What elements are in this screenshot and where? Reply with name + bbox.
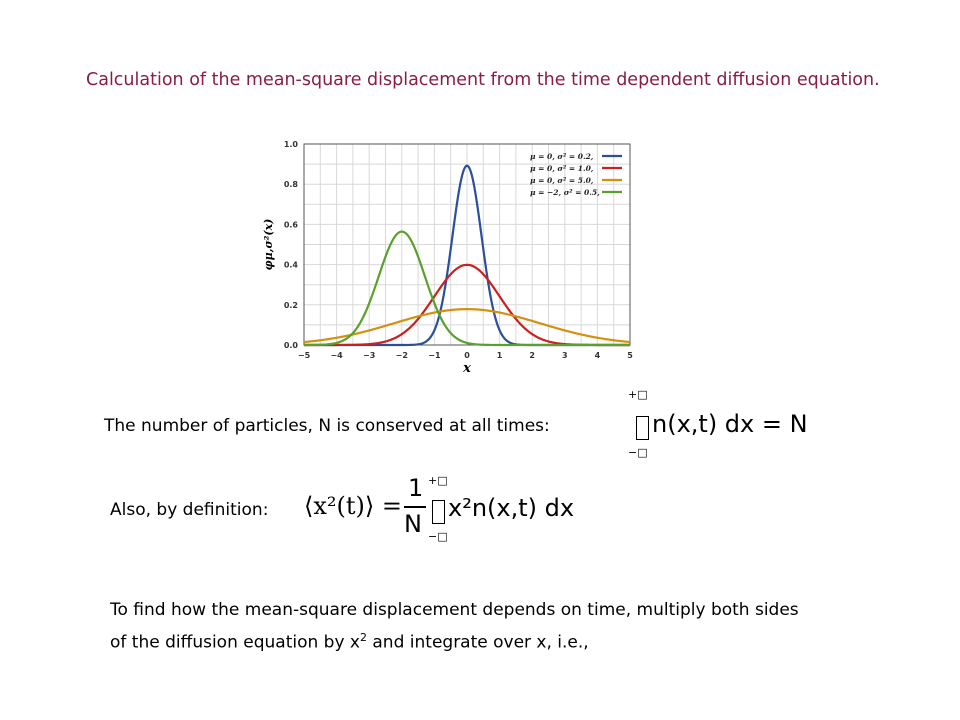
x-axis-label: x: [463, 361, 471, 376]
bottom-text-superscript: 2: [359, 631, 367, 644]
bottom-text-2b: and integrate over x, i.e.,: [366, 632, 589, 653]
y-tick-label: 0.6: [283, 220, 298, 230]
legend-entry-label: μ = 0, σ² = 5.0,: [530, 176, 594, 185]
eq2-fraction-denominator: N: [404, 510, 422, 538]
y-tick-label: 0.0: [283, 341, 298, 350]
chart-legend: [530, 152, 622, 197]
eq2-upper-limit: +□: [428, 474, 448, 487]
y-tick-label: 0.4: [283, 260, 298, 270]
bottom-text-2a: of the diffusion equation by x: [110, 632, 360, 653]
legend-entry-label: μ = 0, σ² = 0.2,: [530, 152, 594, 161]
definition-text: Also, by definition:: [110, 500, 269, 520]
chart-grid: [304, 144, 630, 345]
slide-title: Calculation of the mean-square displacement from the time dependent diffusion equation.: [86, 70, 880, 90]
eq1-upper-limit: +□: [628, 388, 648, 401]
x-tick-label: −5: [297, 351, 311, 360]
x-tick-label: −2: [395, 351, 408, 360]
eq2-integral-symbol: [432, 500, 445, 524]
eq1-lower-limit: −□: [628, 446, 648, 459]
msd-definition-equation: [304, 470, 574, 550]
eq2-fraction-bar: [404, 506, 426, 508]
legend-entry-label: μ = −2, σ² = 0.5,: [530, 188, 600, 197]
bottom-text-line-2: [110, 625, 589, 656]
legend-entry-label: μ = 0, σ² = 1.0,: [530, 164, 594, 173]
y-tick-label: 0.8: [283, 180, 298, 190]
gaussian-distribution-chart: [258, 132, 638, 377]
x-tick-label: 1: [496, 351, 503, 360]
conservation-text: The number of particles, N is conserved at all times:: [104, 416, 550, 436]
eq2-integrand: x²n(x,t) dx: [448, 494, 575, 522]
eq2-lower-limit: −□: [428, 530, 448, 543]
y-tick-label: 1.0: [283, 140, 298, 149]
x-tick-label: −1: [428, 351, 441, 360]
conservation-equation: [624, 388, 808, 468]
eq2-lhs: ⟨x²(t)⟩ =: [304, 492, 402, 520]
eq1-integrand: n(x,t) dx = N: [652, 410, 808, 438]
x-tick-label: 2: [529, 351, 535, 360]
x-tick-label: 4: [594, 351, 601, 360]
y-tick-label: 0.2: [283, 300, 298, 310]
x-tick-label: −3: [363, 351, 376, 360]
x-tick-label: 0: [464, 351, 470, 360]
eq2-fraction-numerator: 1: [408, 474, 424, 502]
x-tick-label: −4: [330, 351, 343, 360]
eq1-integral-symbol: [636, 416, 649, 440]
x-tick-label: 5: [627, 351, 633, 360]
y-axis-label: φμ,σ²(x): [262, 218, 275, 271]
x-tick-label: 3: [562, 351, 568, 360]
chart-svg: [258, 132, 638, 377]
bottom-text-line-1: To find how the mean-square displacement depends on time, multiply both sides: [110, 600, 799, 620]
